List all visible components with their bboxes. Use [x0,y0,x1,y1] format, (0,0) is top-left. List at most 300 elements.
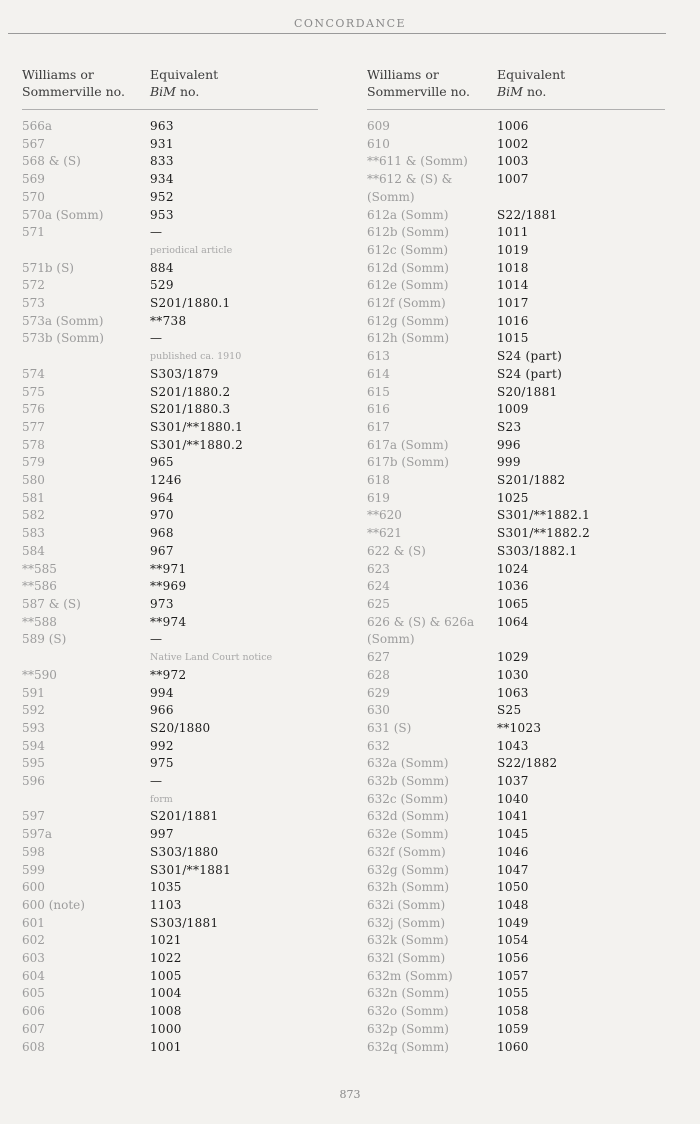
williams-number: 608 [22,1039,45,1054]
bim-number: 1049 [497,915,529,930]
header-line: Williams or [22,67,94,82]
williams-number: 587 & (S) [22,596,81,611]
williams-number: 626 & (S) & 626a [367,614,475,629]
williams-number: 616 [367,402,390,417]
table-row [367,720,667,738]
williams-number [22,791,150,809]
bim-number: S201/1880.2 [150,384,231,399]
table-row [367,968,667,986]
bim-number: 1058 [497,1004,529,1019]
table-row [367,472,667,490]
williams-number: 566a [22,119,53,133]
williams-number: (Somm) [367,189,415,204]
williams-number: 570a (Somm) [22,207,104,222]
williams-number: **586 [22,579,57,594]
bim-number: 1057 [497,968,529,983]
note-text: periodical article [150,244,233,256]
williams-number: 618 [367,473,390,488]
williams-number: 577 [22,419,45,434]
right-column [367,66,667,1056]
williams-number: 599 [22,862,45,877]
bim-number: 1025 [497,490,529,505]
table-row [22,862,322,880]
williams-number: 632h (Somm) [367,880,450,895]
table-row [22,702,322,720]
table-row [22,1039,322,1057]
table-row [22,136,322,154]
table-row [367,685,667,703]
note-text: Native Land Court notice [150,652,273,664]
bim-number: 1019 [497,242,529,257]
bim-number: S22/1881 [497,207,558,222]
bim-number: 963 [150,119,174,133]
bim-number: 1047 [497,862,529,877]
williams-number: **621 [367,526,402,541]
bim-number: 965 [150,455,174,470]
bim-number: 1040 [497,791,529,806]
williams-number: **620 [367,508,402,523]
bim-number: 1029 [497,650,529,665]
table-row [22,897,322,915]
table-row [367,171,667,189]
bim-number: 1016 [497,313,529,328]
right-column-header [367,66,667,100]
table-row [367,631,667,649]
bim-number: 996 [497,437,521,452]
table-row [22,153,322,171]
bim-number: 1004 [150,986,182,1001]
table-row [367,313,667,331]
running-head: CONCORDANCE [293,17,407,30]
table-row [22,1003,322,1021]
bim-number: 1002 [497,136,529,151]
bim-number: S301/**1880.2 [150,437,244,452]
bim-number: S20/1880 [150,720,211,735]
table-row [367,437,667,455]
bim-number: 1022 [150,951,182,966]
table-row [367,490,667,508]
bim-number: S201/1882 [497,473,566,488]
right-column-rule [367,109,665,110]
bim-number: S301/**1881 [150,862,232,877]
williams-number: 592 [22,703,45,718]
williams-number: 612e (Somm) [367,278,449,293]
table-row [22,401,322,419]
table-row [22,738,322,756]
williams-number: 631 (S) [367,720,412,735]
bim-number: S303/1881 [150,915,219,930]
williams-number: 607 [22,1021,45,1036]
left-column-header [22,66,322,100]
bim-number: 970 [150,508,174,523]
table-row [367,260,667,278]
williams-number: 623 [367,561,390,576]
table-row [22,295,322,313]
bim-number: S201/1880.1 [150,296,231,311]
table-row [22,932,322,950]
table-row [22,826,322,844]
table-row [22,207,322,225]
bim-number: — [150,632,163,647]
williams-number: 632a (Somm) [367,756,449,771]
table-row [367,525,667,543]
williams-number: 632q (Somm) [367,1039,449,1054]
bim-number: **969 [150,579,187,594]
williams-number: 628 [367,667,390,682]
bim-number: — [150,225,163,240]
williams-number: 630 [367,703,390,718]
bim-number: 1064 [497,614,529,629]
williams-number: 627 [367,650,390,665]
bim-number: S303/1879 [150,366,219,381]
table-row [367,915,667,933]
williams-header [22,66,150,100]
table-row [367,950,667,968]
bim-number: 1046 [497,844,529,859]
williams-number: 617a (Somm) [367,437,449,452]
table-row [22,189,322,207]
williams-number: 612h (Somm) [367,331,450,346]
table-row [367,330,667,348]
bim-number: 973 [150,596,174,611]
table-row [367,507,667,525]
table-row [22,755,322,773]
bim-number: 1008 [150,1004,182,1019]
williams-number: 617b (Somm) [367,455,449,470]
bim-number: 931 [150,136,174,151]
table-row [367,224,667,242]
williams-number: 571b (S) [22,260,74,275]
table-row [22,330,322,348]
williams-number: **590 [22,667,57,682]
williams-number [22,649,150,667]
table-row [367,277,667,295]
table-row [22,1021,322,1039]
williams-number: 600 (note) [22,897,85,912]
table-row [22,543,322,561]
table-row [22,596,322,614]
bim-number: 1011 [497,225,529,240]
note-row [22,791,322,809]
note-row [22,649,322,667]
williams-number: 632i (Somm) [367,897,446,912]
williams-number: 614 [367,366,390,381]
williams-number: 625 [367,596,390,611]
table-row [367,932,667,950]
williams-number: 575 [22,384,45,399]
williams-number [22,348,150,366]
header-line: Sommerville no. [367,84,470,99]
table-row [367,153,667,171]
bim-number: 968 [150,526,174,541]
note-row [22,242,322,260]
table-row [367,826,667,844]
table-row [367,543,667,561]
bim-number: S201/1880.3 [150,402,231,417]
table-row [367,118,667,136]
williams-number: **611 & (Somm) [367,154,468,169]
williams-number: 612c (Somm) [367,242,449,257]
williams-number: **588 [22,614,57,629]
table-row [367,561,667,579]
table-row [367,401,667,419]
table-row [367,808,667,826]
williams-number: 610 [367,136,390,151]
williams-header [367,66,497,100]
bim-number: S303/1880 [150,844,219,859]
williams-number: 602 [22,933,45,948]
page-number: 873 [339,1088,361,1101]
table-row [367,702,667,720]
table-row [22,454,322,472]
table-row [22,366,322,384]
bim-number: 1054 [497,933,529,948]
williams-number: 624 [367,579,390,594]
table-row [367,773,667,791]
header-line: Williams or [367,67,439,82]
williams-number: 591 [22,685,45,700]
williams-number: **612 & (S) & [367,172,453,187]
bim-number: 1009 [497,402,529,417]
williams-number: 572 [22,278,45,293]
williams-number: 570 [22,189,45,204]
williams-number: 619 [367,490,390,505]
bim-number: 1030 [497,667,529,682]
williams-number: 597a [22,827,53,842]
williams-number: 632e (Somm) [367,827,449,842]
table-row [367,1039,667,1057]
table-row [367,1021,667,1039]
table-row [22,578,322,596]
bim-number: 1014 [497,278,529,293]
williams-number: 615 [367,384,390,399]
equivalent-header [150,66,320,100]
note-text: form [150,793,173,805]
table-row [367,348,667,366]
williams-number: 595 [22,756,45,771]
williams-number: 600 [22,880,45,895]
note-row [22,348,322,366]
table-row [367,454,667,472]
header-line: Equivalent [497,67,566,82]
williams-number: 632l (Somm) [367,951,446,966]
table-row [22,685,322,703]
bim-number: 1005 [150,968,182,983]
bim-number: S25 [497,703,522,718]
header-line: BiM no. [497,84,547,99]
bim-number: **1023 [497,720,542,735]
table-row [22,614,322,632]
table-row [22,985,322,1003]
table-row [22,277,322,295]
bim-number: 1050 [497,880,529,895]
table-row [367,578,667,596]
williams-number: 580 [22,473,45,488]
williams-number: 598 [22,844,45,859]
bim-number: **974 [150,614,187,629]
williams-number [22,242,150,260]
williams-number: 632m (Somm) [367,968,453,983]
table-row [22,260,322,278]
header-line: BiM no. [150,84,200,99]
bim-number: 1043 [497,738,529,753]
bim-number: 997 [150,827,174,842]
table-row [367,649,667,667]
williams-number: 612f (Somm) [367,296,446,311]
header-line: Sommerville no. [22,84,125,99]
bim-number: S303/1882.1 [497,543,578,558]
header-line: Equivalent [150,67,219,82]
bim-number: S301/**1882.2 [497,526,591,541]
williams-number: 632k (Somm) [367,933,449,948]
bim-number: 1037 [497,774,529,789]
table-row [367,136,667,154]
williams-number: 612a (Somm) [367,207,449,222]
williams-number: 632b (Somm) [367,774,449,789]
table-row [22,808,322,826]
table-row [367,844,667,862]
table-row [22,879,322,897]
table-row [22,667,322,685]
williams-number: 632p (Somm) [367,1021,449,1036]
table-row [22,844,322,862]
bim-number: 1045 [497,827,529,842]
table-row [22,915,322,933]
bim-number: S22/1882 [497,756,558,771]
bim-number: 1001 [150,1039,182,1054]
table-row [367,1003,667,1021]
bim-number: 1041 [497,809,529,824]
williams-number: 632c (Somm) [367,791,449,806]
bim-number: 833 [150,154,174,169]
williams-number: 632o (Somm) [367,1004,449,1019]
bim-number: 1021 [150,933,182,948]
bim-number: 994 [150,685,174,700]
williams-number: 571 [22,225,45,240]
header-rule [8,33,666,34]
note-text: published ca. 1910 [150,351,242,363]
table-row [367,862,667,880]
table-row [22,118,322,136]
williams-number: 574 [22,366,45,381]
bim-number: 952 [150,189,174,204]
bim-number: S23 [497,419,522,434]
bim-number: 1059 [497,1021,529,1036]
williams-number: 613 [367,349,390,364]
table-row [22,384,322,402]
bim-number: 1007 [497,172,529,187]
bim-number: S20/1881 [497,384,558,399]
bim-number: 964 [150,490,174,505]
left-column [22,66,322,1056]
williams-number: **585 [22,561,57,576]
williams-number: 606 [22,1004,45,1019]
williams-number: 596 [22,774,45,789]
bim-number: S24 (part) [497,366,563,381]
bim-number: 529 [150,278,174,293]
bim-number: 992 [150,738,174,753]
bim-number: S24 (part) [497,349,563,364]
bim-number: 1246 [150,473,182,488]
bim-number: 1060 [497,1039,529,1054]
bim-number: 1063 [497,685,529,700]
bim-abbr: BiM [497,84,523,99]
williams-number: 622 & (S) [367,543,426,558]
bim-number: S301/**1880.1 [150,419,244,434]
table-row [22,419,322,437]
bim-number: 953 [150,207,174,222]
table-row [22,171,322,189]
williams-number: 573b (Somm) [22,331,104,346]
williams-number: 573a (Somm) [22,313,104,328]
bim-number: **972 [150,667,187,682]
bim-number: 1036 [497,579,529,594]
table-row [367,207,667,225]
bim-number: 1018 [497,260,529,275]
bim-number: 1065 [497,596,529,611]
williams-number: 582 [22,508,45,523]
williams-number: 632f (Somm) [367,844,446,859]
bim-abbr: BiM [150,84,176,99]
bim-number: 1103 [150,897,182,912]
table-row [367,384,667,402]
table-row [367,879,667,897]
table-row [22,631,322,649]
williams-number: 581 [22,490,45,505]
bim-number: 1000 [150,1021,182,1036]
williams-number: 609 [367,119,390,133]
williams-number: (Somm) [367,632,415,647]
table-row [367,189,667,207]
table-row [367,738,667,756]
table-row [367,755,667,773]
table-row [367,791,667,809]
table-row [367,985,667,1003]
table-row [367,596,667,614]
williams-number: 632 [367,738,390,753]
table-row [22,720,322,738]
table-row [22,472,322,490]
table-row [22,313,322,331]
table-row [22,507,322,525]
equivalent-header [497,66,667,100]
williams-number: 579 [22,455,45,470]
williams-number: 576 [22,402,45,417]
bim-number: 999 [497,455,521,470]
williams-number: 597 [22,809,45,824]
bim-number: **971 [150,561,187,576]
williams-number: 583 [22,526,45,541]
bim-number: 1056 [497,951,529,966]
williams-number: 632d (Somm) [367,809,449,824]
table-row [22,224,322,242]
williams-number: 605 [22,986,45,1001]
bim-number: 966 [150,703,174,718]
right-rows [367,118,667,1056]
table-row [22,525,322,543]
bim-number: 1055 [497,986,529,1001]
bim-number: **738 [150,313,187,328]
table-row [367,614,667,632]
table-row [22,490,322,508]
bim-number: 1006 [497,119,529,133]
williams-number: 612b (Somm) [367,225,449,240]
table-row [367,295,667,313]
williams-number: 617 [367,419,390,434]
bim-number: 967 [150,543,174,558]
williams-number: 584 [22,543,45,558]
williams-number: 632j (Somm) [367,915,446,930]
